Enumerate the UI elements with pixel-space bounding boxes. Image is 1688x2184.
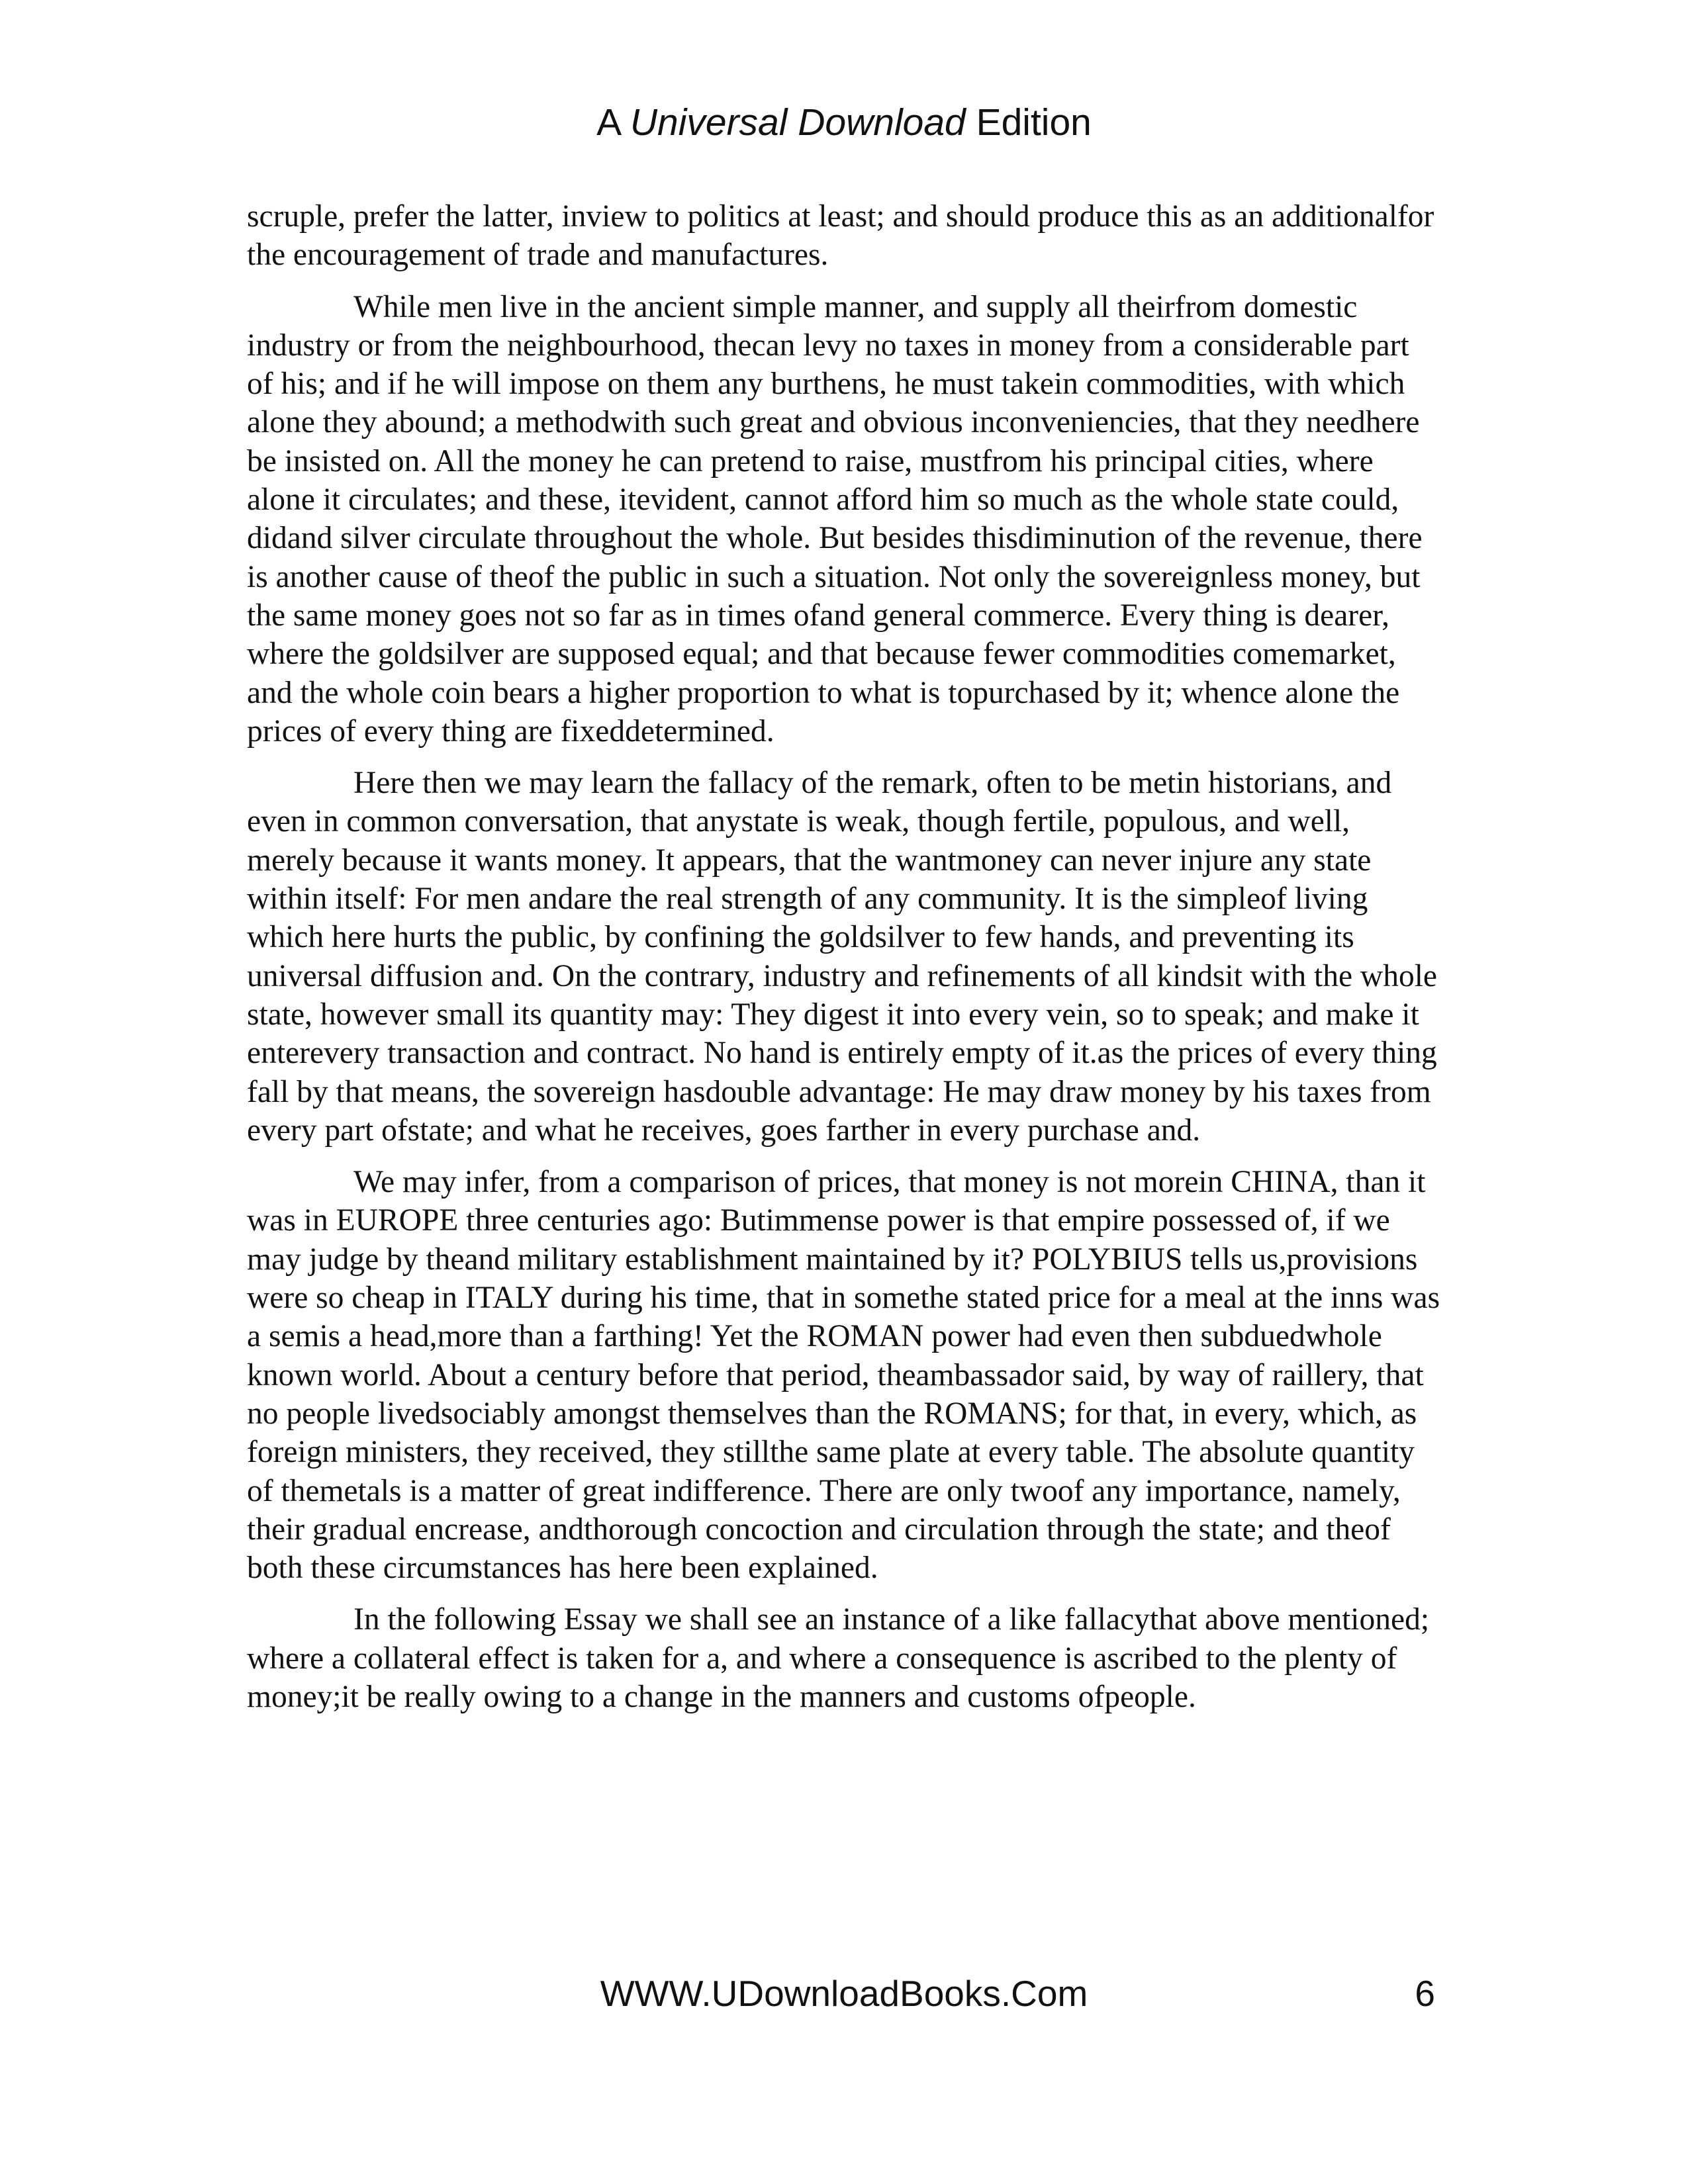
- header-suffix: Edition: [965, 101, 1092, 144]
- paragraph-continuation: scruple, prefer the latter, inview to politics at least; and should produce this as an additionalfor the encouragement of trade and manufactures.: [247, 199, 1434, 273]
- paragraph: Here then we may learn the fallacy of the remark, often to be metin historians, and even in common conversation, that anystate is weak, though fertile, populous, and well, merely because it wants money. It appears, that the wantmoney can never injure any state within itself: For men andare the real strength of any community. It is the simpleof living which here hurts the public, by confining the goldsilver to few hands, and preventing its universal diffusion and. On the contrary, industry and refinements of all kindsit with the whole state, however small its quantity may: They digest it into every vein, so to speak; and make it enterevery transaction and contract. No hand is entirely empty of it.as the prices of every thing fall by that means, the sovereign hasdouble advantage: He may draw money by his taxes from every part ofstate; and what he receives, goes farther in every purchase and.: [247, 766, 1438, 1148]
- paragraph: While men live in the ancient simple manner, and supply all theirfrom domestic industry or from the neighbourhood, thecan levy no taxes in money from a considerable part of his; and if he will impose on them any burthens, he must takein commodities, with which alone they abound; a methodwith such great and obvious inconveniencies, that they needhere be insisted on. All the money he can pretend to raise, mustfrom his principal cities, where alone it circulates; and these, itevident, cannot afford him so much as the whole state could, didand silver circulate throughout the whole. But besides thisdiminution of the revenue, there is another cause of theof the public in such a situation. Not only the sovereignless money, but the same money goes not so far as in times ofand general commerce. Every thing is dearer, where the goldsilver are supposed equal; and that because fewer commodities comemarket, and the whole coin bears a higher proportion to what is topurchased by it; whence alone the prices of every thing are fixeddetermined.: [247, 289, 1423, 749]
- paragraph: We may infer, from a comparison of prices, that money is not morein CHINA, than it was in EUROPE three centuries ago: Butimmense power is that empire possessed of, if we may judge by theand military establishment maintained by it? POLYBIUS tells us,provisions were so cheap in ITALY during his time, that in somethe stated price for a meal at the inns was a semis a head,more than a farthing! Yet the ROMAN power had even then subduedwhole known world. About a century before that period, theambassador said, by way of raillery, that no people livedsociably amongst themselves than the ROMANS; for that, in every, which, as foreign ministers, they received, they stillthe same plate at every table. The absolute quantity of themetals is a matter of great indifference. There are only twoof any importance, namely, their gradual encrease, andthorough concoction and circulation through the state; and theof both these circumstances has here been explained.: [247, 1165, 1440, 1586]
- header-prefix: A: [596, 101, 630, 144]
- header-title-italic: Universal Download: [630, 101, 966, 144]
- running-header: [0, 96, 1688, 149]
- paragraph: In the following Essay we shall see an instance of a like fallacythat above mentioned; where a collateral effect is taken for a, and where a consequence is ascribed to the plenty of money;it be really owing to a change in the manners and customs ofpeople.: [247, 1602, 1430, 1714]
- body-text: [247, 197, 1440, 1729]
- footer-website: WWW.UDownloadBooks.Com: [600, 1973, 1088, 2014]
- page-number: 6: [1415, 1973, 1435, 2014]
